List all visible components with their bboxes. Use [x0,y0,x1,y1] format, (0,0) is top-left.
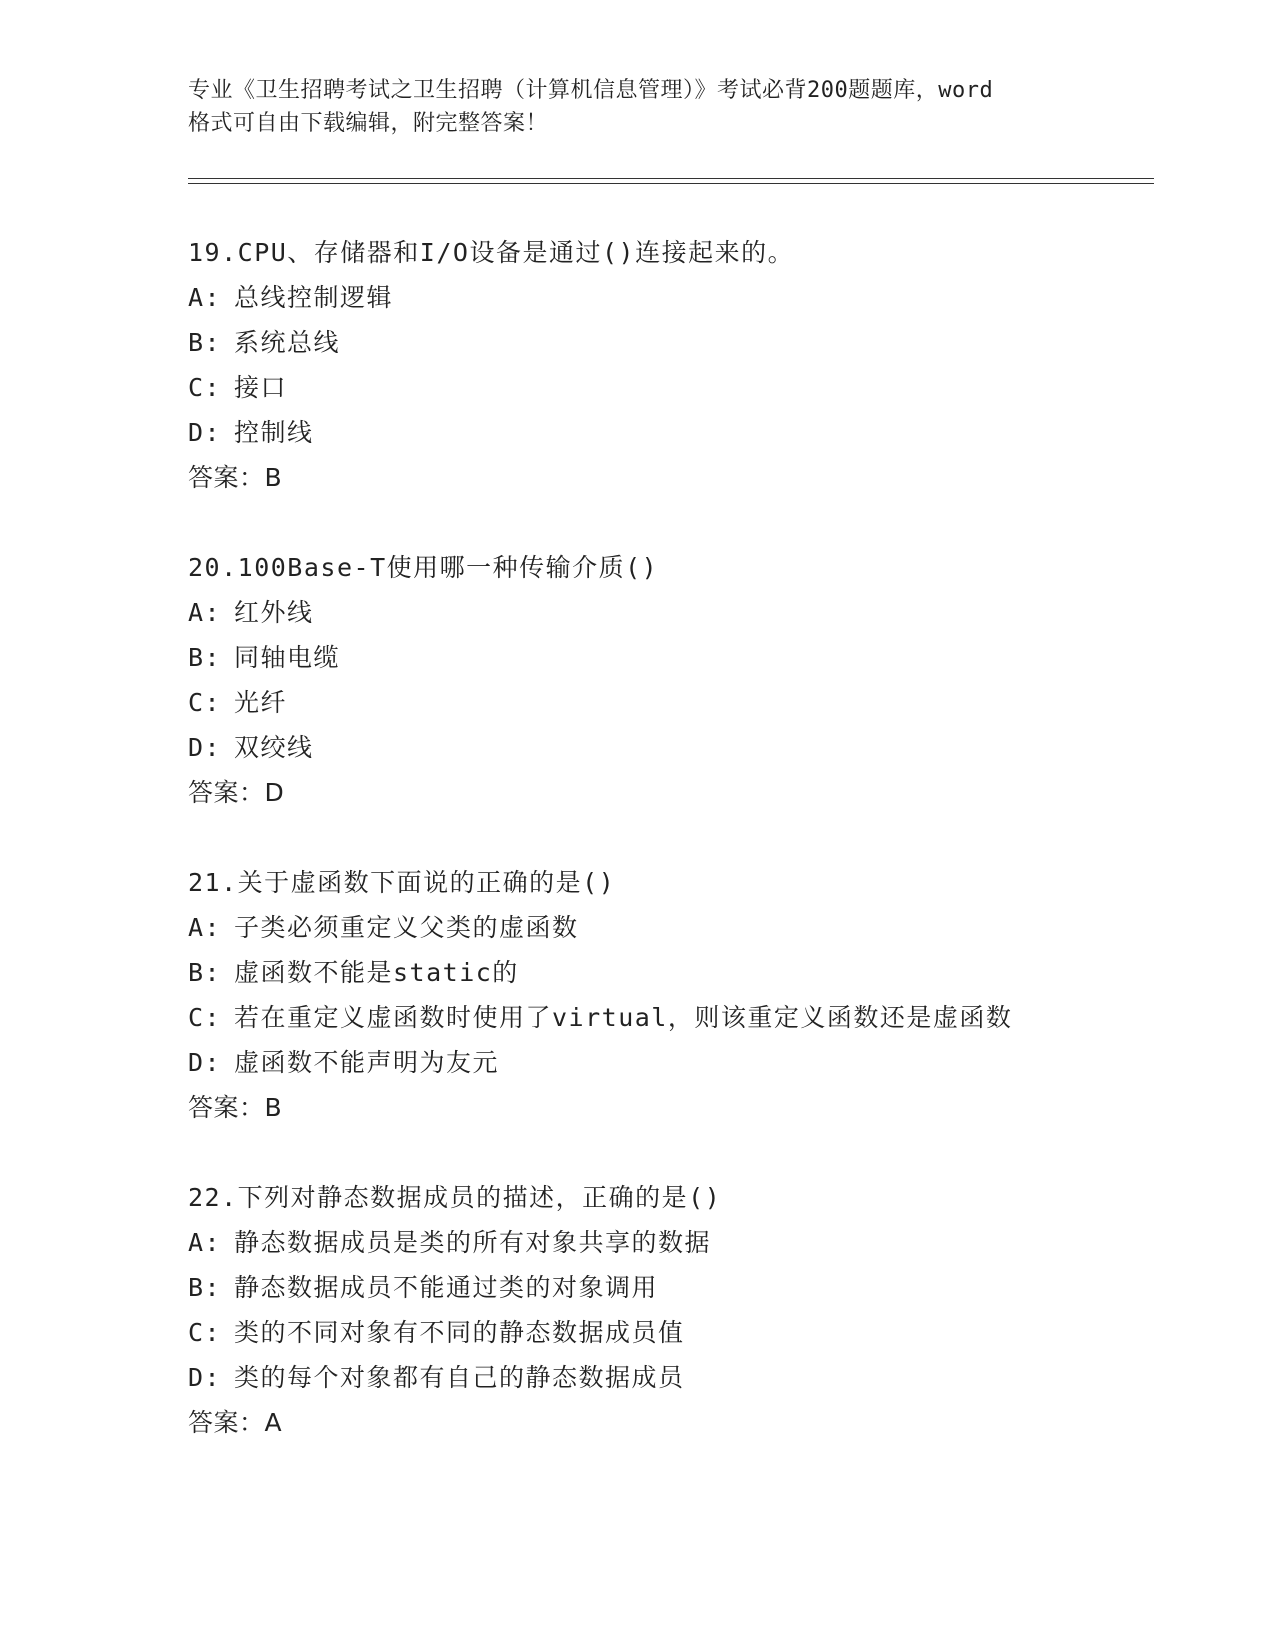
option-b [188,328,340,358]
option-text: 系统总线 [234,328,341,357]
option-b [188,958,519,988]
option-text: 双绞线 [234,733,314,762]
option-b [188,1273,658,1303]
option-b [188,643,340,673]
header-divider-top [188,178,1154,179]
header-line-1: 专业《卫生招聘考试之卫生招聘（计算机信息管理）》考试必背200题题库，word [188,78,994,103]
option-text: 控制线 [234,418,314,447]
option-letter: A: [188,1228,222,1257]
option-letter: C: [188,1318,222,1347]
option-letter: D: [188,733,222,762]
option-letter: A: [188,598,222,627]
option-text: 静态数据成员是类的所有对象共享的数据 [234,1228,712,1257]
option-d [188,1363,685,1393]
option-text: 红外线 [234,598,314,627]
option-letter: B: [188,643,222,672]
answer: 答案：B [188,1093,283,1122]
option-d [188,1048,499,1078]
option-text: 静态数据成员不能通过类的对象调用 [234,1273,659,1302]
answer: 答案：D [188,778,285,807]
question-stem: 21.关于虚函数下面说的正确的是() [188,868,616,897]
option-letter: C: [188,373,222,402]
option-letter: D: [188,418,222,447]
option-letter: D: [188,1363,222,1392]
option-letter: D: [188,1048,222,1077]
option-d [188,418,314,448]
document-header [188,74,1108,140]
question-stem: 22.下列对静态数据成员的描述，正确的是() [188,1183,722,1212]
option-text: 光纤 [234,688,288,717]
option-text: 子类必须重定义父类的虚函数 [234,913,579,942]
option-text: 虚函数不能声明为友元 [234,1048,500,1077]
question-stem: 19.CPU、存储器和I/O设备是通过()连接起来的。 [188,238,795,267]
option-letter: B: [188,1273,222,1302]
option-a [188,1228,711,1258]
header-line-2: 格式可自由下载编辑，附完整答案！ [188,111,549,136]
option-a [188,913,579,943]
option-c [188,373,287,403]
option-c [188,1318,685,1348]
option-letter: C: [188,1003,222,1032]
question-stem: 20.100Base-T使用哪一种传输介质() [188,553,659,582]
option-text: 接口 [234,373,288,402]
option-letter: C: [188,688,222,717]
option-text: 同轴电缆 [234,643,341,672]
option-letter: A: [188,913,222,942]
option-letter: B: [188,958,222,987]
option-letter: B: [188,328,222,357]
option-letter: A: [188,283,222,312]
option-a [188,283,393,313]
option-d [188,733,314,763]
option-c [188,1003,1012,1033]
option-a [188,598,314,628]
option-text: 类的每个对象都有自己的静态数据成员 [234,1363,685,1392]
answer: 答案：A [188,1408,283,1437]
option-c [188,688,287,718]
option-text: 若在重定义虚函数时使用了virtual，则该重定义函数还是虚函数 [234,1003,1013,1032]
option-text: 虚函数不能是static的 [234,958,519,987]
option-text: 类的不同对象有不同的静态数据成员值 [234,1318,685,1347]
answer: 答案：B [188,463,283,492]
header-divider-bottom [188,183,1154,184]
option-text: 总线控制逻辑 [234,283,394,312]
